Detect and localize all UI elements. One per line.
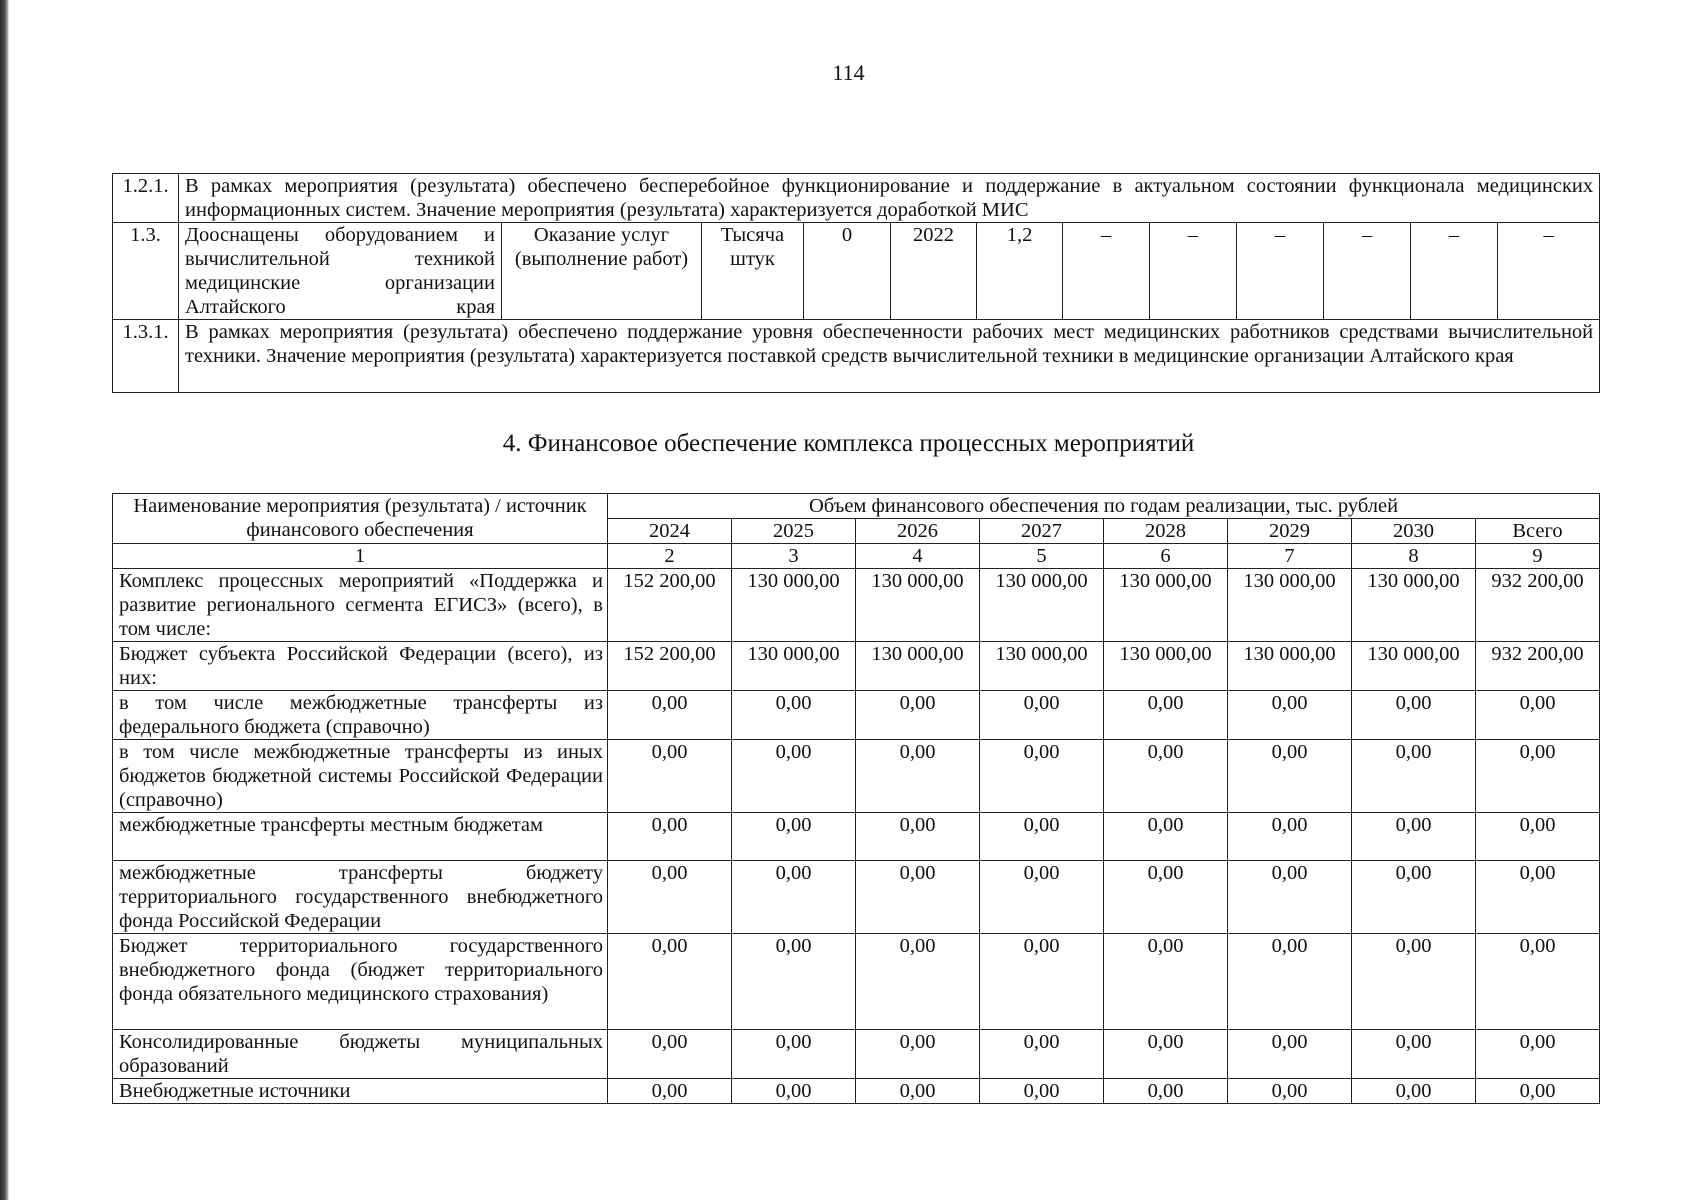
table-row [113, 223, 1600, 320]
amount-cell: 0,00 [1104, 1079, 1228, 1104]
section-title: 4. Финансовое обеспечение комплекса процессных мероприятий [502, 430, 1195, 457]
value-2024: 1,2 [977, 223, 1063, 320]
unit: Тысяча штук [702, 223, 804, 320]
row-number: 1.2.1. [113, 174, 179, 223]
source-name: Комплекс процессных мероприятий «Поддержка и развитие регионального сегмента ЕГИСЗ» (всего), в том числе: [113, 569, 608, 642]
column-numbers-row [113, 544, 1600, 569]
amount-cell: 130 000,00 [980, 569, 1104, 642]
column-number: 2 [608, 544, 732, 569]
amount-cell: 130 000,00 [856, 642, 980, 691]
volume-header: Объем финансового обеспечения по годам реализации, тыс. рублей [608, 494, 1600, 519]
year-header: 2027 [980, 519, 1104, 544]
value-2030: – [1498, 223, 1600, 320]
amount-cell: 0,00 [1228, 740, 1352, 813]
amount-cell: 0,00 [1104, 813, 1228, 861]
name-header: Наименование мероприятия (результата) / источник финансового обеспечения [113, 494, 608, 544]
amount-cell: 0,00 [856, 861, 980, 934]
amount-cell: 130 000,00 [1352, 569, 1476, 642]
amount-cell: 0,00 [1228, 861, 1352, 934]
source-name: в том числе межбюджетные трансферты из иных бюджетов бюджетной системы Российской Федерации (справочно) [113, 740, 608, 813]
source-name: Бюджет территориального государственного внебюджетного фонда (бюджет территориального фонда обязательного медицинского страхования) [113, 934, 608, 1030]
column-number: 8 [1352, 544, 1476, 569]
amount-cell: 0,00 [1476, 691, 1600, 740]
amount-cell: 0,00 [1228, 691, 1352, 740]
year-header: 2026 [856, 519, 980, 544]
year-header: 2029 [1228, 519, 1352, 544]
amount-cell: 0,00 [1352, 934, 1476, 1030]
source-name: в том числе межбюджетные трансферты из федерального бюджета (справочно) [113, 691, 608, 740]
amount-cell: 0,00 [856, 1079, 980, 1104]
table-row [113, 174, 1600, 223]
source-name: Консолидированные бюджеты муниципальных образований [113, 1030, 608, 1079]
event-name: Дооснащены оборудованием и вычислительной техникой медицинские организации Алтайского края [179, 223, 502, 320]
amount-cell: 0,00 [608, 691, 732, 740]
event-type: Оказание услуг (выполнение работ) [502, 223, 702, 320]
amount-cell: 0,00 [1476, 1079, 1600, 1104]
amount-cell: 0,00 [856, 813, 980, 861]
amount-cell: 0,00 [1476, 740, 1600, 813]
amount-cell: 0,00 [732, 813, 856, 861]
amount-cell: 0,00 [1352, 813, 1476, 861]
amount-cell: 0,00 [1352, 1030, 1476, 1079]
amount-cell: 152 200,00 [608, 642, 732, 691]
table-row [113, 934, 1600, 1030]
amount-cell: 0,00 [1476, 934, 1600, 1030]
row-description: В рамках мероприятия (результата) обеспечено бесперебойное функционирование и поддержание в актуальном состоянии функционала медицинских информационных систем. Значение мероприятия (результата) характеризуется доработкой МИС [179, 174, 1600, 223]
year-header: 2028 [1104, 519, 1228, 544]
amount-cell: 0,00 [732, 1030, 856, 1079]
year-header: Всего [1476, 519, 1600, 544]
amount-cell: 0,00 [608, 934, 732, 1030]
amount-cell: 0,00 [980, 691, 1104, 740]
table-row [113, 813, 1600, 861]
table-row [113, 1079, 1600, 1104]
amount-cell: 0,00 [732, 934, 856, 1030]
amount-cell: 0,00 [608, 861, 732, 934]
source-name: межбюджетные трансферты местным бюджетам [113, 813, 608, 861]
amount-cell: 0,00 [1352, 1079, 1476, 1104]
amount-cell: 0,00 [1104, 861, 1228, 934]
year-header: 2024 [608, 519, 732, 544]
row-number: 1.3.1. [113, 320, 179, 393]
amount-cell: 0,00 [1352, 740, 1476, 813]
source-name: межбюджетные трансферты бюджету территориального государственного внебюджетного фонда Российской Федерации [113, 861, 608, 934]
amount-cell: 0,00 [1104, 740, 1228, 813]
amount-cell: 130 000,00 [1352, 642, 1476, 691]
passport-table [112, 173, 1600, 393]
amount-cell: 0,00 [1476, 861, 1600, 934]
amount-cell: 0,00 [608, 813, 732, 861]
amount-cell: 0,00 [856, 934, 980, 1030]
amount-cell: 0,00 [980, 813, 1104, 861]
amount-cell: 0,00 [608, 1030, 732, 1079]
column-number: 9 [1476, 544, 1600, 569]
amount-cell: 932 200,00 [1476, 642, 1600, 691]
amount-cell: 0,00 [608, 1079, 732, 1104]
scan-edge [0, 0, 9, 1200]
table-row [113, 642, 1600, 691]
amount-cell: 0,00 [856, 1030, 980, 1079]
table-row [113, 569, 1600, 642]
amount-cell: 932 200,00 [1476, 569, 1600, 642]
amount-cell: 0,00 [1228, 934, 1352, 1030]
amount-cell: 0,00 [980, 1030, 1104, 1079]
amount-cell: 0,00 [856, 740, 980, 813]
amount-cell: 0,00 [1228, 1030, 1352, 1079]
amount-cell: 0,00 [980, 861, 1104, 934]
amount-cell: 130 000,00 [1104, 642, 1228, 691]
table-row [113, 320, 1600, 393]
amount-cell: 130 000,00 [856, 569, 980, 642]
amount-cell: 0,00 [1104, 691, 1228, 740]
base-year: 2022 [891, 223, 977, 320]
column-number: 4 [856, 544, 980, 569]
year-header: 2025 [732, 519, 856, 544]
amount-cell: 130 000,00 [1104, 569, 1228, 642]
amount-cell: 0,00 [732, 861, 856, 934]
amount-cell: 0,00 [732, 1079, 856, 1104]
table-row [113, 1030, 1600, 1079]
amount-cell: 130 000,00 [1228, 642, 1352, 691]
value-2027: – [1237, 223, 1324, 320]
amount-cell: 0,00 [732, 691, 856, 740]
amount-cell: 0,00 [1104, 1030, 1228, 1079]
column-number: 3 [732, 544, 856, 569]
amount-cell: 0,00 [1228, 1079, 1352, 1104]
amount-cell: 0,00 [608, 740, 732, 813]
amount-cell: 0,00 [1104, 934, 1228, 1030]
amount-cell: 0,00 [980, 740, 1104, 813]
value-2026: – [1150, 223, 1237, 320]
row-number: 1.3. [113, 223, 179, 320]
base-value: 0 [804, 223, 891, 320]
amount-cell: 0,00 [980, 934, 1104, 1030]
year-header: 2030 [1352, 519, 1476, 544]
amount-cell: 0,00 [1352, 691, 1476, 740]
value-2028: – [1324, 223, 1411, 320]
value-2029: – [1411, 223, 1498, 320]
amount-cell: 0,00 [1476, 813, 1600, 861]
amount-cell: 130 000,00 [732, 569, 856, 642]
amount-cell: 0,00 [732, 740, 856, 813]
amount-cell: 130 000,00 [980, 642, 1104, 691]
value-2025: – [1063, 223, 1150, 320]
source-name: Бюджет субъекта Российской Федерации (всего), из них: [113, 642, 608, 691]
column-number: 1 [113, 544, 608, 569]
page-number: 114 [832, 60, 865, 85]
amount-cell: 0,00 [980, 1079, 1104, 1104]
table-row [113, 740, 1600, 813]
header-row [113, 494, 1600, 519]
amount-cell: 0,00 [1228, 813, 1352, 861]
column-number: 7 [1228, 544, 1352, 569]
source-name: Внебюджетные источники [113, 1079, 608, 1104]
table-row [113, 691, 1600, 740]
column-number: 5 [980, 544, 1104, 569]
finance-table [112, 493, 1600, 1104]
table-row [113, 861, 1600, 934]
amount-cell: 130 000,00 [1228, 569, 1352, 642]
amount-cell: 152 200,00 [608, 569, 732, 642]
row-description: В рамках мероприятия (результата) обеспечено поддержание уровня обеспеченности рабочих мест медицинских работников средствами вычислительной техники. Значение мероприятия (результата) характеризуется поставкой средств вычислительной техники в медицинские организации Алтайского края [179, 320, 1600, 393]
amount-cell: 0,00 [856, 691, 980, 740]
amount-cell: 130 000,00 [732, 642, 856, 691]
amount-cell: 0,00 [1352, 861, 1476, 934]
column-number: 6 [1104, 544, 1228, 569]
amount-cell: 0,00 [1476, 1030, 1600, 1079]
